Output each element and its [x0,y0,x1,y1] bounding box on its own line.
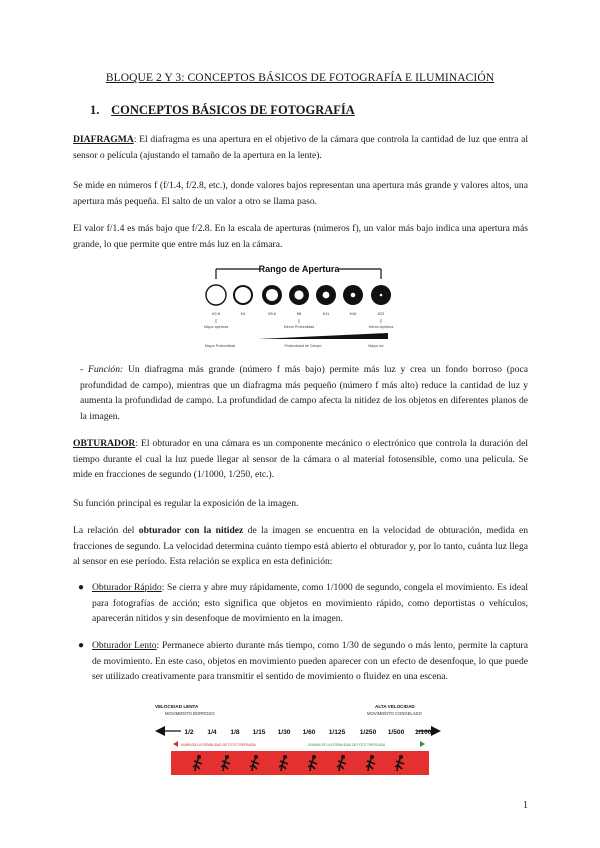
speed-label: 1/60 [302,729,316,736]
bullet-dot: ● [78,640,85,651]
funcion-label: Función: [88,364,124,375]
page-title: BLOQUE 2 Y 3: CONCEPTOS BÁSICOS DE FOTOGRAFÍA E ILUMINACIÓN [105,72,495,84]
label-menor-profundidad: Menor Profundidad [283,325,315,329]
label-mayor-luz: Mayor luz [368,344,384,348]
speed-label: 1/125 [328,729,346,736]
section-title: CONCEPTOS BÁSICOS DE FOTOGRAFÍA [111,103,355,117]
stop-label: f/8 [296,311,302,316]
stop-label: f/5.6 [268,311,276,316]
diafragma-paragraph [73,132,528,163]
aperture-opening-f4 [235,287,251,303]
nitidez-text-a: La relación del [73,525,139,536]
stop-label: f/22 [377,311,385,316]
aperture-stop-labels [212,311,385,316]
bullet-obturador-rapido [78,580,528,627]
bullet-dot: ● [78,582,85,593]
aperture-opening-f8 [294,290,303,299]
alta-velocidad-title: ALTA VELOCIDAD [375,704,415,709]
speed-label: 1/250 [359,729,377,736]
stop-label: f/2.8 [212,311,220,316]
shutter-speed-figure [153,702,443,786]
label-profundidad-campo: Profundidad de Campo [284,344,322,348]
obturador-paragraph [73,436,528,483]
obturador-keyword: OBTURADOR [73,438,136,449]
movimiento-borroso-label: MOVIMIENTO BORROSO [165,711,215,716]
aperture-range-labels [204,325,394,329]
bullet-obturador-lento [78,638,528,685]
aperture-opening-f5-6 [266,289,278,301]
diafragma-medida-paragraph: Se mide en números f (f/1.4, f/2.8, etc.), donde valores bajos representan una apertura más grande y valores altos, una apertura más pequeña. El salto de un valor a otro se llama paso. [73,180,528,207]
bullet-label: Obturador Rápido [92,582,162,593]
funcion-text: Un diafragma más grande (número f más bajo) permite más luz y crea un fondo borroso (poca profundidad de campo), mientras que un diafragma más pequeño (número f más alto) reduce la cantidad de luz y aumenta la profundidad de campo. La profundidad de campo afecta la nitidez de los objetos en diferentes planos de la imagen. [80,364,528,422]
speed-label: 1/8 [230,729,240,736]
aperture-circle-f2-8 [206,285,226,305]
movimiento-congelado-label: MOVIMIENTO CONGELADO [367,711,422,716]
note-disminuye: DISMINUYE LA POSIBILIDAD DE FOTO TREPIDADA [308,743,386,747]
speed-label: 1/2 [184,729,194,736]
label-mayor-profundidad: Mayor Profundidad [204,344,236,348]
aperture-opening-f11 [323,292,330,299]
stop-label: f/4 [240,311,246,316]
funcion-item: - Función: Un diafragma más grande (número f más bajo) permite más luz y crea un fondo borroso (poca profundidad de campo), mientras que un diafragma más pequeño (número f más alto) reduce la cantidad de luz y aumenta la profundidad de campo. La profundidad de campo afecta la nitidez de los objetos en diferentes planos de la imagen. [80,364,528,422]
section-heading [90,103,355,118]
stop-label: f/11 [322,311,330,316]
page-number: 1 [523,800,528,811]
speed-label: 1/4 [207,729,217,736]
section-number: 1. [90,103,100,117]
nitidez-bold: obturador con la nitidez [138,525,244,536]
label-menor-apertura: Menor Apertura [368,325,394,329]
depth-wedge [258,333,388,339]
aperture-figure-title: Rango de Apertura [258,264,340,274]
diafragma-valor-paragraph: El valor f/1.4 es más bajo que f/2.8. En la escala de aperturas (números f), un valor más bajo indica una apertura más grande, lo que permite que entre más luz en la cámara. [73,223,528,250]
bullet-text: : Se cierra y abre muy rápidamente, como 1/1000 de segundo, congela el movimiento. Es ideal para fotografías de acción; esto significa que objetos en movimiento rápido, como deportistas o vehículos, aparecerán nítidos y sin desenfoque de movimiento en la imagen. [92,582,528,624]
diafragma-definition: : El diafragma es una apertura en el objetivo de la cámara que controla la cantidad de luz que entra al sensor o película (ajustando el tamaño de la apertura en la lente). [73,134,528,161]
speed-label: 1/1000 [414,729,436,736]
speed-label: 1/500 [387,729,405,736]
aperture-bottom-labels [205,344,384,348]
aperture-opening-f16 [351,293,356,298]
speed-label: 1/30 [277,729,291,736]
runner-band [171,751,429,775]
aperture-circles [206,285,391,305]
velocidad-lenta-title: VELOCIDAD LENTA [155,704,199,709]
aperture-opening-f22 [380,294,383,297]
obturador-nitidez-paragraph [73,523,528,570]
obturador-funcion-paragraph: Su función principal es regular la exposición de la imagen. [73,498,299,509]
diafragma-keyword: DIAFRAGMA [73,134,134,145]
aperture-range-figure [198,259,408,354]
stop-label: f/16 [349,311,357,316]
speed-label: 1/15 [252,729,266,736]
note-aumenta: AUMENTA LA POSIBILIDAD DE FOTO TREPIDADA [181,743,256,747]
obturador-definition: : El obturador en una cámara es un componente mecánico o electrónico que controla la duración del tiempo durante el cual la luz puede llegar al sensor de la cámara o al material fotosensible, como una película. Se mide en fracciones de segundo (1/1000, 1/250, etc.). [73,438,528,480]
label-mayor-apertura: Mayor apertura [203,325,229,329]
bullet-label: Obturador Lento [92,640,157,651]
bullet-text: : Permanece abierto durante más tiempo, como 1/30 de segundo o más lento, permite la captura de movimiento. En este caso, objetos en movimiento pueden aparecer con un efecto de desenfoque, lo que puede ser utilizado creativamente para transmitir el sentido de movimiento o fluidez en una escena. [92,640,528,682]
nitidez-text-b: de la imagen se encuentra en la velocidad de obturación, medida en fracciones de segundo. La velocidad determina cuánto tiempo está abierto el obturador y, por lo tanto, cuánta luz llega al sensor en ese período. Esta relación se explica en esta definición: [73,525,528,567]
